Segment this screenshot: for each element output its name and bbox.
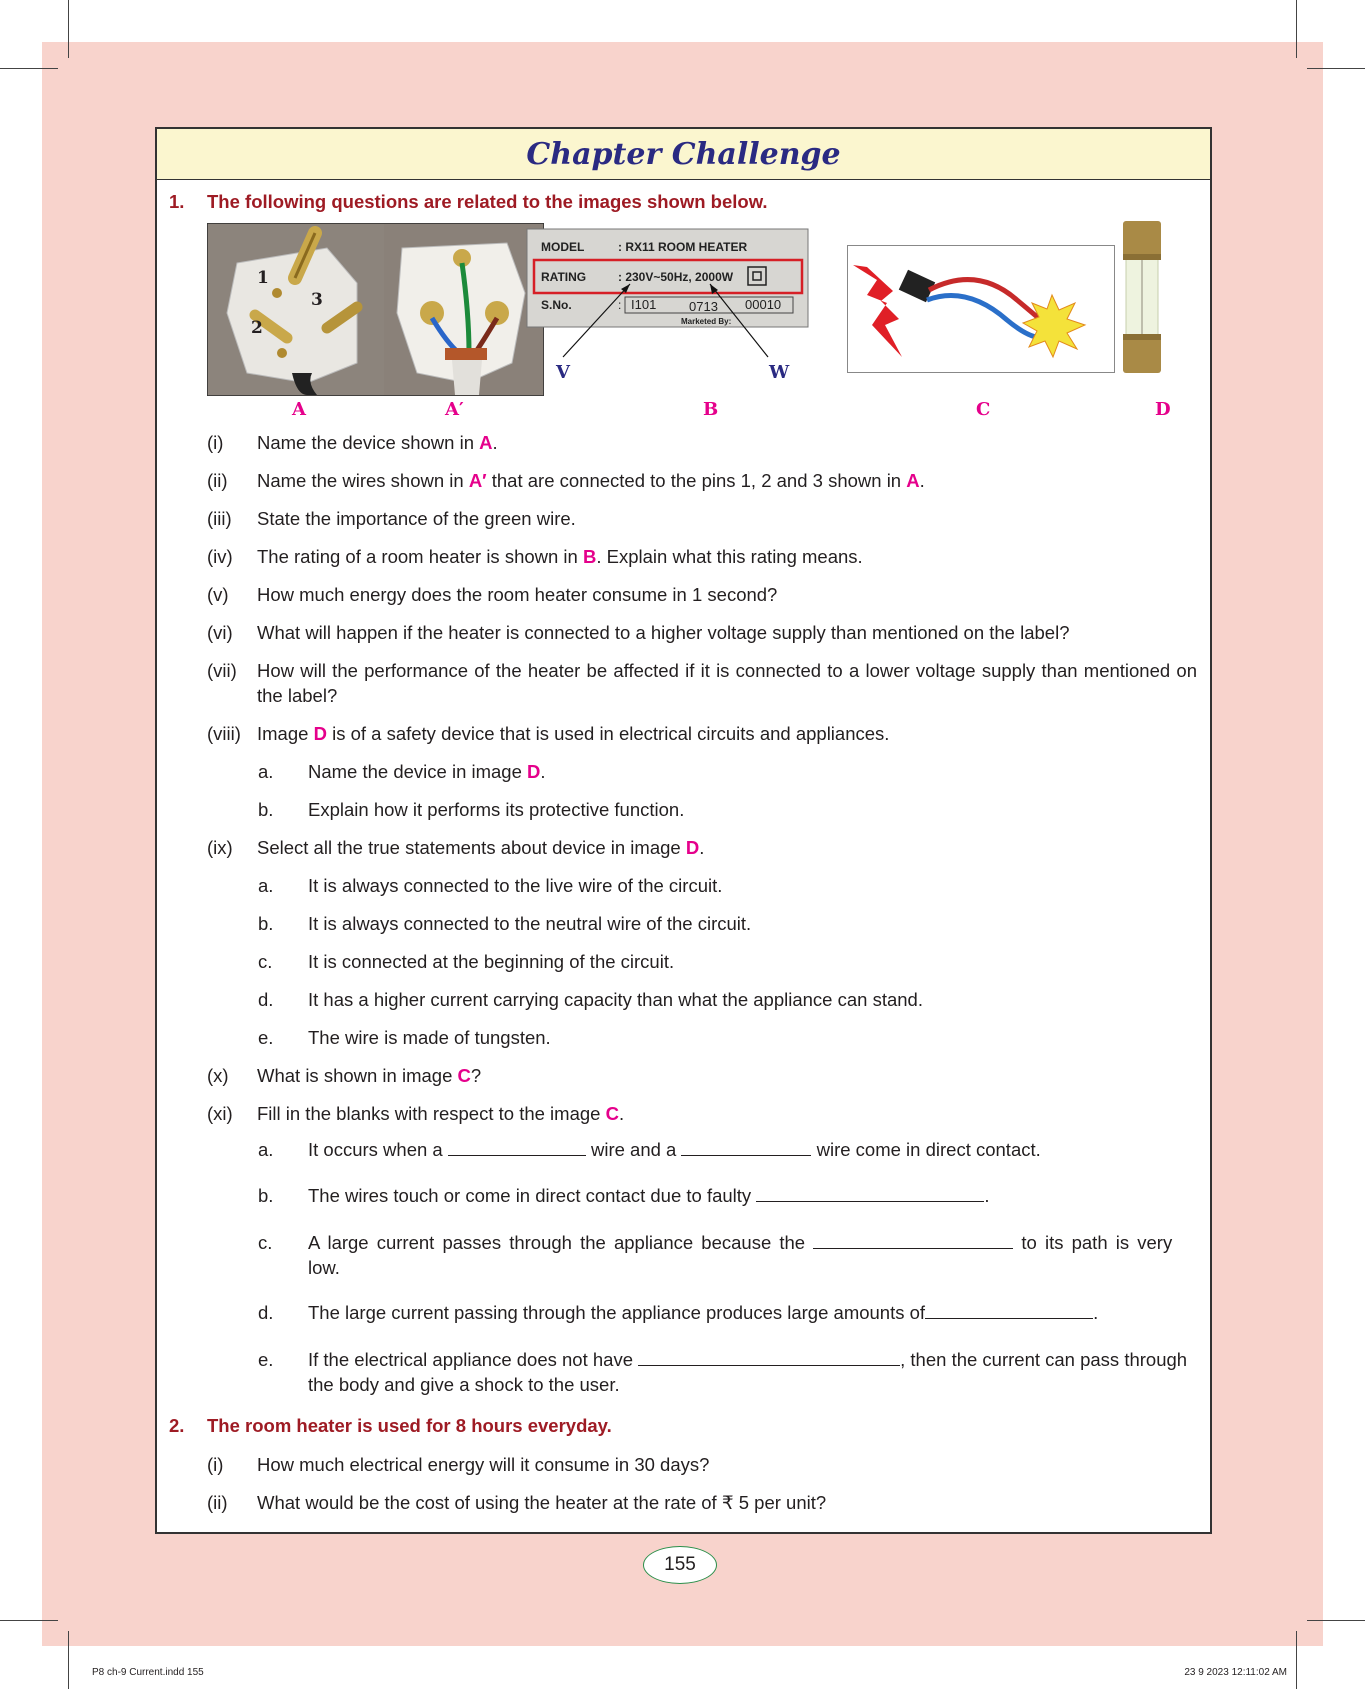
image-label-b: B bbox=[703, 399, 719, 420]
crop-mark bbox=[1307, 68, 1365, 69]
slug-file-info: P8 ch-9 Current.indd 155 bbox=[92, 1667, 204, 1678]
label-sno-key: S.No. bbox=[541, 298, 572, 312]
question-1-xi-d: d. The large current passing through the appliance produces large amounts of . bbox=[258, 1302, 1099, 1323]
crop-mark bbox=[0, 1620, 58, 1621]
answer-blank bbox=[638, 1347, 900, 1366]
chapter-challenge-box bbox=[155, 127, 1212, 1534]
question-1-ix-a: a. It is always connected to the live wire of the circuit. bbox=[258, 875, 723, 896]
rating-label-image bbox=[525, 227, 810, 372]
question-1-ii: (ii) Name the wires shown in A′ that are connected to the pins 1, 2 and 3 shown in A. bbox=[207, 470, 925, 491]
label-rating-value: : 230V~50Hz, 2000W bbox=[618, 270, 734, 284]
question-1-i: (i) Name the device shown in A. bbox=[207, 432, 498, 453]
question-1-xi-c: c. A large current passes through the appliance because the to its path is very low. bbox=[258, 1232, 1173, 1278]
page-number: 155 bbox=[643, 1546, 717, 1584]
plug-front-image bbox=[208, 224, 384, 395]
slug-timestamp: 23 9 2023 12:11:02 AM bbox=[1184, 1667, 1287, 1678]
image-label-a-prime: A′ bbox=[445, 399, 464, 420]
label-sno-part2: 0713 bbox=[689, 299, 718, 314]
question-1-vii: (vii) How will the performance of the heater be affected if it is connected to a lower voltage supply than mentioned on the label? bbox=[207, 660, 1197, 706]
question-1-ix: (ix) Select all the true statements about device in image D. bbox=[207, 837, 705, 858]
question-2-i: (i) How much electrical energy will it consume in 30 days? bbox=[207, 1454, 710, 1475]
svg-text::: : bbox=[618, 298, 622, 312]
question-1-xi-b: b. The wires touch or come in direct contact due to faulty . bbox=[258, 1185, 990, 1206]
question-1-xi-e: e. If the electrical appliance does not have , then the current can pass through the body and give a shock to the user. bbox=[258, 1349, 1188, 1395]
question-1-iii: (iii) State the importance of the green wire. bbox=[207, 508, 576, 529]
box-title: Chapter Challenge bbox=[157, 129, 1210, 180]
question-1-v: (v) How much energy does the room heater consume in 1 second? bbox=[207, 584, 778, 605]
answer-blank bbox=[448, 1137, 586, 1156]
pin-label-2: 2 bbox=[251, 318, 263, 338]
question-2-ii: (ii) What would be the cost of using the heater at the rate of ₹ 5 per unit? bbox=[207, 1492, 827, 1513]
short-circuit-image bbox=[847, 245, 1115, 373]
question-1-xi-a: a. It occurs when a wire and a wire come in direct contact. bbox=[258, 1139, 1041, 1160]
image-label-c: C bbox=[976, 399, 991, 420]
question-2-heading: 2. The room heater is used for 8 hours everyday. bbox=[169, 1415, 612, 1436]
arrow-label-v: V bbox=[556, 362, 570, 383]
pin-label-1: 1 bbox=[257, 268, 269, 288]
image-label-a: A bbox=[292, 399, 306, 420]
question-1-ix-e: e. The wire is made of tungsten. bbox=[258, 1027, 551, 1048]
question-1-viii-b: b. Explain how it performs its protective function. bbox=[258, 799, 685, 820]
crop-mark bbox=[68, 0, 69, 58]
arrow-label-w: W bbox=[769, 362, 790, 383]
question-1-heading: 1. The following questions are related to the images shown below. bbox=[169, 191, 768, 212]
label-model-key: MODEL bbox=[541, 240, 585, 254]
question-1-xi: (xi) Fill in the blanks with respect to the image C. bbox=[207, 1103, 625, 1124]
question-1-ix-d: d. It has a higher current carrying capacity than what the appliance can stand. bbox=[258, 989, 923, 1010]
image-label-d: D bbox=[1155, 399, 1171, 420]
answer-blank bbox=[813, 1230, 1013, 1249]
crop-mark bbox=[68, 1631, 69, 1689]
fuse-image bbox=[1120, 221, 1164, 373]
plug-images bbox=[207, 223, 544, 396]
label-marketed-by: Marketed By: bbox=[681, 317, 732, 326]
question-1-iv: (iv) The rating of a room heater is shown in B. Explain what this rating means. bbox=[207, 546, 863, 567]
question-1-ix-c: c. It is connected at the beginning of the circuit. bbox=[258, 951, 675, 972]
question-1-ix-b: b. It is always connected to the neutral wire of the circuit. bbox=[258, 913, 752, 934]
label-sno-part1: I101 bbox=[631, 297, 657, 312]
crop-mark bbox=[1296, 0, 1297, 58]
answer-blank bbox=[756, 1183, 984, 1202]
pin-label-3: 3 bbox=[311, 290, 323, 310]
question-1-vi: (vi) What will happen if the heater is connected to a higher voltage supply than mentioned on the label? bbox=[207, 622, 1070, 643]
crop-mark bbox=[0, 68, 58, 69]
label-model-value: : RX11 ROOM HEATER bbox=[618, 240, 748, 254]
answer-blank bbox=[681, 1137, 811, 1156]
question-1-viii-a: a. Name the device in image D. bbox=[258, 761, 546, 782]
answer-blank bbox=[925, 1300, 1093, 1319]
label-rating-key: RATING bbox=[541, 270, 587, 284]
crop-mark bbox=[1307, 1620, 1365, 1621]
question-1-x: (x) What is shown in image C? bbox=[207, 1065, 482, 1086]
question-1-viii: (viii) Image D is of a safety device that is used in electrical circuits and appliances. bbox=[207, 723, 890, 744]
crop-mark bbox=[1296, 1631, 1297, 1689]
label-sno-part3: 00010 bbox=[745, 297, 782, 312]
plug-inside-image bbox=[384, 224, 543, 395]
